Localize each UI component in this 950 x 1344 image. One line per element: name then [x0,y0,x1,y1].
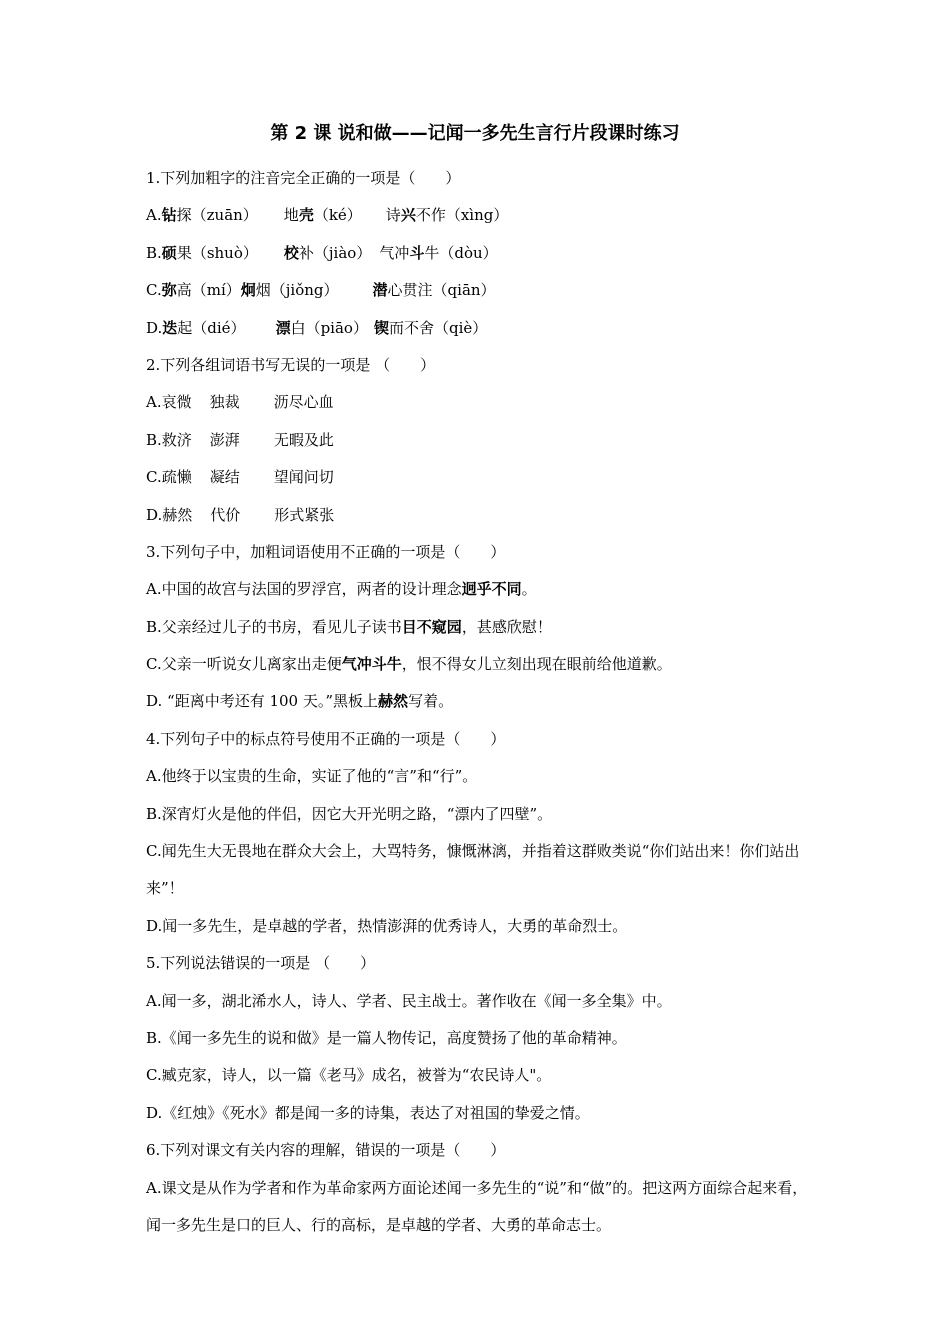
question-5-option-d: D.《红烛》《死水》都是闻一多的诗集，表达了对祖国的挚爱之情。 [146,1103,590,1122]
q1a-text-1: 探（zuān） [176,206,258,225]
question-3-option-a [146,571,810,608]
q3d-bold: 赫然 [378,692,409,711]
question-1-option-c [146,272,810,309]
q1d-bold-2: 漂 [275,318,291,337]
q1d-text-1: 起（dié） [177,318,246,337]
q1c-bold-2: 炯 [240,281,256,300]
q2a-word-1: A.哀微 [146,393,192,412]
q3b-pre: B.父亲经过儿子的书房，看见儿子读书 [146,617,402,636]
q3c-pre: C.父亲一听说女儿离家出走便 [146,655,342,674]
q1a-bold-1: 钻 [161,206,177,225]
question-2-option-c [146,459,810,496]
q1d-label: D. [146,318,163,337]
question-4-option-b: B.深宵灯火是他的伴侣，因它大开光明之路，“漂内了四壁”。 [146,804,553,823]
q1c-text-1: 高（mí） [176,281,241,300]
q1b-text-3: 气冲 [379,243,410,262]
question-1-option-b [146,235,810,272]
q1d-text-2: 白（piāo） [290,318,368,337]
q3d-post: 写着。 [408,692,454,711]
question-5-option-a: A.闻一多，湖北浠水人，诗人、学者、民主战士。著作收在《闻一多全集》中。 [146,991,672,1010]
q1a-text-2: 地 [283,206,299,225]
q1b-text-2: 补（jiào） [298,243,372,262]
q1c-bold-3: 潜 [372,281,388,300]
q3b-bold: 目不窥园 [401,617,462,636]
question-1-option-a [146,197,810,234]
question-3-option-d [146,683,810,720]
question-2-stem: 2.下列各组词语书写无误的一项是 （ ） [146,355,436,374]
q2a-word-2: 独裁 [209,393,240,412]
q2b-word-1: B.救济 [146,430,192,449]
question-4-option-c: C.闻先生大无畏地在群众大会上，大骂特务，慷慨淋漓，并指着这群败类说“你们站出来！你们站出来”！ [146,842,800,898]
question-2-option-b [146,422,810,459]
q3c-post: ，恨不得女儿立刻出现在眼前给他道歉。 [401,655,672,674]
q2b-word-3: 无暇及此 [273,430,334,449]
q2d-word-1: D.赫然 [146,505,193,524]
q3c-bold: 气冲斗牛 [341,655,402,674]
q1c-label: C. [146,281,162,300]
page-title: 第 2 课 说和做——记闻一多先生言行片段课时练习 [270,123,680,144]
q1b-text-1: 果（shuò） [176,243,258,262]
q1a-bold-3: 兴 [400,206,416,225]
question-3-stem: 3.下列句子中，加粗词语使用不正确的一项是（ ） [146,542,506,561]
question-2-option-d [146,497,810,534]
question-2-option-a [146,384,810,421]
q2d-word-3: 形式紧张 [274,505,335,524]
q1d-bold-3: 锲 [373,318,389,337]
question-4-option-a: A.他终于以宝贵的生命，实证了他的“言”和“行”。 [146,767,478,786]
question-4-option-d: D.闻一多先生，是卓越的学者，热情澎湃的优秀诗人，大勇的革命烈士。 [146,916,628,935]
q1c-text-3: 心贯注（qiān） [387,281,496,300]
q2b-word-2: 澎湃 [209,430,240,449]
q1a-text-4: 诗 [385,206,401,225]
question-5-option-c: C.臧克家，诗人，以一篇《老马》成名，被誉为“农民诗人"。 [146,1066,552,1085]
question-5-stem: 5.下列说法错误的一项是 （ ） [146,954,376,973]
q2c-word-3: 望闻问切 [273,468,334,487]
question-3-option-b [146,609,810,646]
q3d-pre: D. “距离中考还有 100 天。”黑板上 [146,692,379,711]
q1c-bold-1: 弥 [161,281,177,300]
q2d-word-2: 代价 [210,505,241,524]
q1b-bold-1: 硕 [161,243,177,262]
question-1-stem: 1.下列加粗字的注音完全正确的一项是（ ） [146,169,461,187]
q3a-bold: 迥乎不同 [461,580,522,599]
q1d-bold-1: 迭 [162,318,178,337]
q1d-text-3: 而不舍（qiè） [388,318,488,337]
q1a-text-5: 不作（xìng） [415,206,509,225]
q2a-word-3: 沥尽心血 [273,393,334,412]
question-4-stem: 4.下列句子中的标点符号使用不正确的一项是（ ） [146,729,506,748]
q1a-bold-2: 壳 [298,206,314,225]
q3a-post: 。 [521,580,537,599]
q1b-bold-2: 校 [283,243,299,262]
question-3-option-c [146,646,810,683]
question-6-option-a: A.课文是从作为学者和作为革命家两方面论述闻一多先生的“说”和“做”的。把这两方面综合起来看，闻一多先生是口的巨人、行的高标，是卓越的学者、大勇的革命志士。 [146,1178,808,1234]
q1b-text-4: 牛（dòu） [424,243,498,262]
q3a-pre: A.中国的故宫与法国的罗浮宫，两者的设计理念 [146,580,462,599]
q1b-label: B. [146,243,162,262]
q1b-bold-3: 斗 [409,243,425,262]
question-6-stem: 6.下列对课文有关内容的理解，错误的一项是（ ） [146,1141,506,1160]
q1c-text-2: 烟（jiǒng） [255,281,339,300]
q3b-post: ，甚感欣慰！ [461,617,552,636]
q1a-text-3: （ké） [313,206,362,225]
exercise-content [146,160,810,1244]
question-1-option-d [146,310,810,347]
q2c-word-2: 凝结 [209,468,240,487]
q1a-label: A. [146,206,162,225]
q2c-word-1: C.疏懒 [146,468,192,487]
question-5-option-b: B.《闻一多先生的说和做》是一篇人物传记，高度赞扬了他的革命精神。 [146,1029,627,1048]
